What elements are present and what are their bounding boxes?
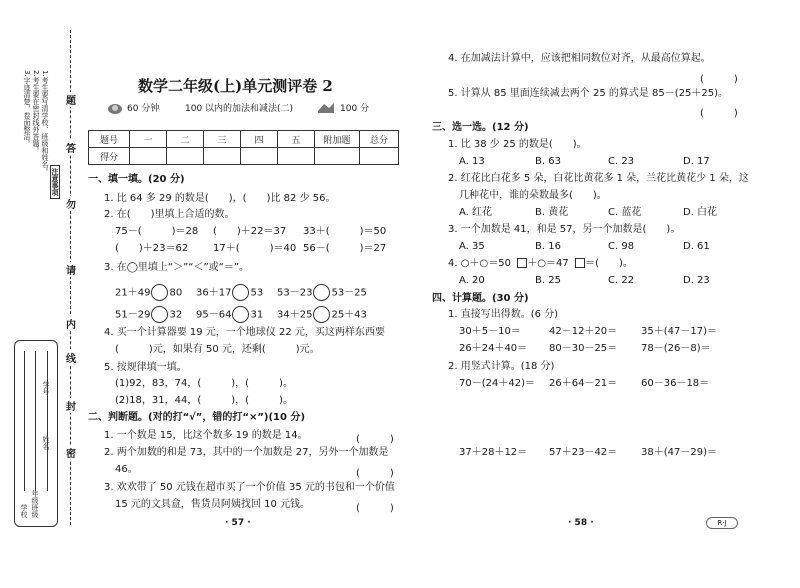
s2-q1: 1. 一个数是 15，比这个数多 19 的数是 14。 [104, 430, 308, 441]
notice-line-3: 3.字迹清楚，卷面整洁。 [23, 70, 32, 147]
option[interactable]: A. 35 [459, 241, 485, 252]
calc-item: 38＋(47－29)＝ [641, 447, 717, 458]
circle-symbol: ○ [479, 258, 489, 269]
student-info-box [14, 340, 58, 527]
score-table-header: 题号 [89, 131, 130, 148]
option[interactable]: C. 98 [608, 241, 635, 252]
score-table-header: 一 [130, 131, 167, 148]
s4-q1: 1. 直接写出得数。(6 分) [448, 309, 559, 320]
calc-item: 42－12＋20＝ [549, 326, 618, 337]
s1-q2-item: ( )＋22＝37 [213, 226, 287, 237]
option[interactable]: A. 红花 [459, 207, 493, 218]
score-table-header: 四 [241, 131, 278, 148]
s2-q3-line2: 15 元的文具盒，售货员阿姨找回 10 元钱。 [115, 499, 310, 510]
seal-char: 题 [66, 92, 76, 107]
square-symbol [575, 258, 585, 268]
score-table-header: 五 [278, 131, 315, 148]
seal-char: 封 [66, 398, 76, 413]
school-label: 学校 [20, 504, 29, 518]
option[interactable]: D. 白花 [683, 207, 718, 218]
score-table-header: 二 [167, 131, 204, 148]
score-table-row [89, 148, 399, 165]
s3-q1: 1. 比 38 少 25 的数是( )。 [448, 139, 587, 150]
compare-left: 36＋17 [196, 287, 232, 299]
answer-bracket[interactable]: ( ) [356, 434, 394, 445]
score-cell[interactable] [315, 148, 360, 165]
score-cell[interactable] [204, 148, 241, 165]
option[interactable]: B. 16 [535, 241, 561, 252]
s1-q2-item: 75－( )＝28 [115, 226, 199, 237]
s3-q2-line2: 几种花中，谁的朵数最多( )。 [459, 190, 607, 201]
compare-left: 95－64 [196, 309, 232, 321]
option[interactable]: B. 25 [535, 275, 561, 286]
section2-title: 二、判断题。(对的打“√”，错的打“×”)(10 分) [88, 412, 306, 423]
s2-q2-line2: 46。 [115, 464, 138, 475]
option[interactable]: D. 61 [683, 241, 710, 252]
s1-q5: 5. 按规律填一填。 [104, 362, 187, 373]
s3-q4-part: 4. [448, 258, 461, 269]
score-table-header: 附加题 [315, 131, 360, 148]
option[interactable]: C. 22 [608, 275, 635, 286]
compare-item [196, 306, 263, 323]
seal-char: 答 [66, 140, 76, 155]
seal-char: 请 [66, 262, 76, 277]
answer-bracket[interactable]: ( ) [356, 503, 394, 514]
s2-q5: 5. 计算从 85 里面连续减去两个 25 的算式是 85－(25＋25)。 [448, 88, 729, 99]
clock-icon [106, 101, 124, 115]
score-table [88, 130, 399, 165]
score-table-header-row [89, 131, 399, 148]
compare-left: 34＋25 [277, 309, 313, 321]
full-score: 100 分 [340, 104, 370, 114]
option[interactable]: A. 20 [459, 275, 485, 286]
seal-char: 密 [66, 445, 76, 460]
unit-topic: 100 以内的加法和减法(二) [185, 104, 294, 114]
section3-title: 三、选一选。(12 分) [432, 122, 529, 133]
compare-right: 53 [250, 287, 264, 299]
s1-q4-line2: ( )元，如果有 50 元，还剩( )元。 [115, 344, 320, 355]
option[interactable]: A. 13 [459, 156, 485, 167]
compare-item [115, 306, 182, 323]
seal-char: 勿 [66, 196, 76, 211]
score-cell[interactable] [130, 148, 167, 165]
s3-q4-part: ＋ [527, 258, 538, 269]
compare-right: 53－25 [331, 287, 367, 299]
compare-circle[interactable] [151, 284, 168, 301]
s2-q4: 4. 在加减法计算中，应该把相同数位对齐，从最高位算起。 [448, 53, 711, 64]
option[interactable]: C. 23 [608, 156, 635, 167]
score-table-header: 三 [204, 131, 241, 148]
answer-bracket[interactable]: ( ) [700, 108, 738, 119]
notice-line-1: 1.考生要写清学校、班级和姓名。 [41, 70, 50, 175]
notice-line-2: 2.考生要在密封线外答题。 [32, 70, 41, 154]
s1-q2-item: 33＋( )＝50 [303, 226, 387, 237]
s4-q2: 2. 用竖式计算。(18 分) [448, 361, 555, 372]
s1-q2: 2. 在( )里填上合适的数。 [104, 209, 235, 220]
calc-item: 57＋23－42＝ [549, 447, 618, 458]
compare-circle[interactable] [313, 306, 330, 323]
page-number-left: · 57 · [225, 518, 251, 528]
section4-title: 四、计算题。(30 分) [432, 293, 529, 304]
answer-bracket[interactable]: ( ) [356, 468, 394, 479]
edition-badge: R·J [706, 517, 738, 529]
compare-circle[interactable] [232, 306, 249, 323]
compare-right: 31 [250, 309, 264, 321]
compare-item [115, 284, 182, 301]
s3-q4-part: ＝47 [546, 258, 569, 269]
seal-char: 线 [66, 350, 76, 365]
number-label: 学号 [42, 381, 51, 395]
s1-q5-1: (1)92，83，74，( )，( )。 [115, 378, 293, 389]
compare-right: 32 [169, 309, 183, 321]
calc-item: 70－(24＋42)＝ [459, 378, 535, 389]
score-cell[interactable] [360, 148, 399, 165]
time-limit: 60 分钟 [127, 104, 160, 114]
calc-item: 37＋28＋12＝ [459, 447, 528, 458]
s1-q5-2: (2)18，31，44，( )，( )。 [115, 395, 293, 406]
score-table-header: 总分 [360, 131, 399, 148]
answer-bracket[interactable]: ( ) [700, 74, 738, 85]
calc-item: 35＋(47－17)＝ [641, 326, 717, 337]
compare-left: 53－23 [277, 287, 313, 299]
score-cell[interactable] [278, 148, 315, 165]
s1-q2-item: ( )＋23＝62 [115, 243, 189, 254]
compare-item [277, 306, 367, 323]
s3-q2-line1: 2. 红花比白花多 5 朵，白花比黄花多 1 朵，兰花比黄花少 1 朵，这 [448, 173, 749, 184]
option[interactable]: D. 23 [683, 275, 710, 286]
s2-q3-line1: 3. 欢欢带了 50 元钱在超市买了一个价值 35 元的书包和一个价值 [104, 482, 395, 493]
option[interactable]: B. 黄花 [535, 207, 569, 218]
circle-symbol: ○ [537, 258, 547, 269]
page-number-right: · 58 · [568, 518, 594, 528]
calc-item: 60－36－18＝ [641, 378, 710, 389]
seal-char: 内 [66, 316, 76, 331]
s3-q4 [448, 258, 633, 270]
class-label: 年级班级 [31, 490, 40, 518]
s3-q4-part: ＋ [469, 258, 480, 269]
option[interactable]: C. 蓝花 [608, 207, 642, 218]
name-label: 姓名 [42, 436, 51, 450]
option[interactable]: D. 17 [683, 156, 710, 167]
calc-item: 30＋5－10＝ [459, 326, 521, 337]
calc-item: 26＋64－21＝ [549, 378, 618, 389]
compare-item [196, 284, 263, 301]
compare-left: 21＋49 [115, 287, 151, 299]
square-symbol [517, 258, 527, 268]
compare-circle[interactable] [313, 284, 330, 301]
score-cell[interactable] [167, 148, 204, 165]
page-title: 数学二年级(上)单元测评卷 2 [138, 77, 333, 95]
s1-q4-line1: 4. 买一个计算器要 19 元，一个地球仪 22 元，买这两样东西要 [104, 327, 385, 338]
s3-q3: 3. 一个加数是 41，和是 57，另一个加数是( )。 [448, 224, 681, 235]
score-cell[interactable] [241, 148, 278, 165]
calc-item: 26＋24＋40＝ [459, 343, 528, 354]
compare-left: 51－29 [115, 309, 151, 321]
compare-circle[interactable] [151, 306, 168, 323]
score-row-label: 得分 [89, 148, 130, 165]
calc-item: 78－(26－8)＝ [641, 343, 711, 354]
s3-q4-part: ＝50 [488, 258, 511, 269]
compare-right: 25＋43 [331, 309, 367, 321]
notice-title: 注意事项 [50, 165, 60, 199]
s1-q1: 1. 比 64 多 29 的数是( )，( )比 82 少 56。 [104, 193, 336, 204]
option[interactable]: B. 63 [535, 156, 561, 167]
compare-circle[interactable] [232, 284, 249, 301]
s2-q2-line1: 2. 两个加数的和是 73，其中的一个加数是 27，另外一个加数是 [104, 447, 389, 458]
s1-q2-item: 56－( )＝27 [303, 243, 387, 254]
section1-title: 一、填一填。(20 分) [88, 174, 185, 185]
compare-item [277, 284, 367, 301]
s1-q2-item: 17＋( )＝40 [213, 243, 297, 254]
calc-item: 80－30－25＝ [549, 343, 618, 354]
notice-box [23, 70, 31, 210]
s1-q3: 3. 在◯里填上“＞”“＜”或“＝”。 [104, 262, 249, 273]
compare-right: 80 [169, 287, 183, 299]
score-icon [316, 101, 336, 115]
binding-strip [0, 0, 80, 588]
s3-q4-part: ＝( )。 [585, 258, 633, 269]
circle-symbol: ○ [460, 258, 470, 269]
